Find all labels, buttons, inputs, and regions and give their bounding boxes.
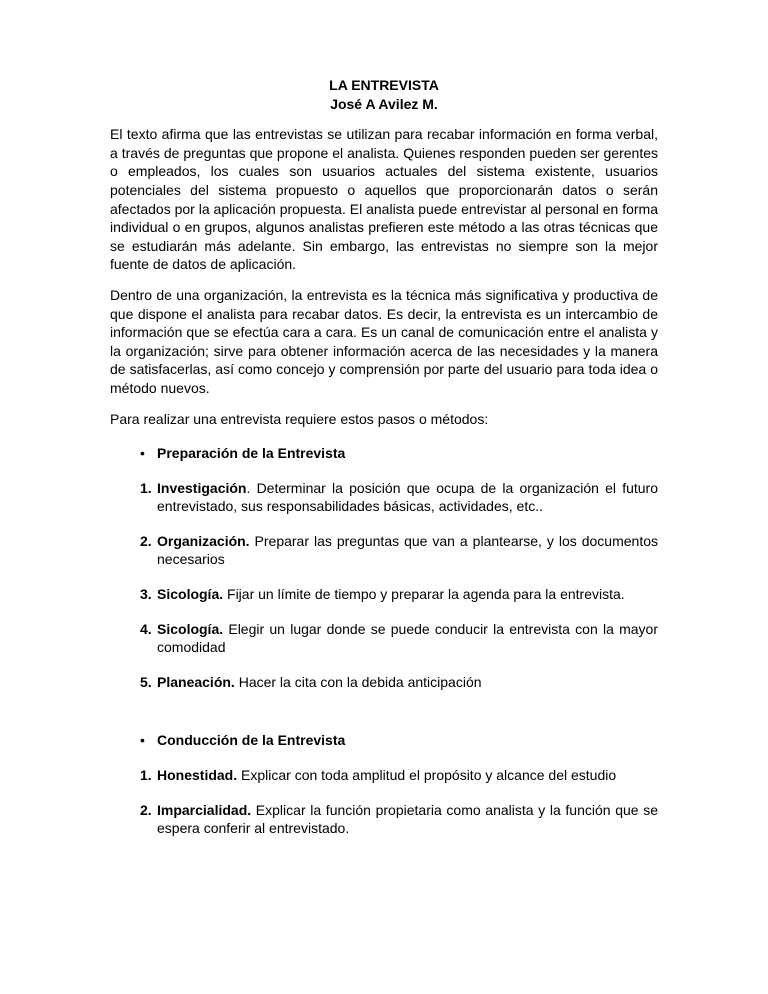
item-term: Imparcialidad. [157, 801, 252, 818]
section-conduccion [110, 731, 658, 837]
list-item [110, 532, 658, 569]
bullet-icon: • [140, 732, 145, 749]
item-term: Honestidad. [157, 767, 238, 784]
item-number: 4. [140, 620, 152, 637]
list-item [110, 801, 658, 838]
list-item [110, 766, 658, 785]
section-heading-row [110, 444, 658, 463]
item-description: Fijar un límite de tiempo y preparar la agenda para la entrevista. [223, 586, 625, 603]
item-text [157, 532, 658, 569]
item-term: Sicología. [157, 586, 224, 603]
item-term: Organización. [157, 532, 250, 549]
item-text [157, 801, 658, 838]
item-description: Elegir un lugar donde se puede conducir la entrevista con la mayor comodidad [157, 620, 658, 656]
item-term: Planeación. [157, 673, 235, 690]
item-number: 3. [140, 586, 152, 603]
item-description: Preparar las preguntas que van a plantearse, y los documentos necesarios [157, 532, 658, 568]
item-description: Explicar con toda amplitud el propósito y alcance del estudio [237, 767, 617, 784]
item-term: Sicología. [157, 620, 224, 637]
item-term: Investigación [157, 479, 247, 496]
item-number: 1. [140, 479, 152, 496]
paragraph-3: Para realizar una entrevista requiere estos pasos o métodos: [110, 410, 489, 427]
item-text [157, 673, 658, 692]
item-number: 1. [140, 767, 152, 784]
section-heading-row [110, 731, 658, 750]
item-number: 5. [140, 673, 152, 690]
item-description: . Determinar la posición que ocupa de la organización el futuro entrevistado, sus responsabilidades básicas, actividades, etc.. [157, 479, 658, 515]
list-item [110, 673, 658, 692]
item-text [157, 620, 658, 657]
list-item [110, 620, 658, 657]
item-text [157, 766, 658, 785]
list-item [110, 479, 658, 516]
document-title: LA ENTREVISTA [329, 77, 439, 93]
item-number: 2. [140, 801, 152, 818]
item-description: Explicar la función propietaria como analista y la función que se espera conferir al entrevistado. [157, 801, 658, 837]
item-text [157, 479, 658, 516]
item-description: Hacer la cita con la debida anticipación [234, 673, 482, 690]
list-item [110, 585, 658, 604]
document-author: José A Avilez M. [330, 95, 438, 112]
paragraph-2: Dentro de una organización, la entrevista es la técnica más significativa y productiva de que dispone el analista para recabar datos. Es decir, la entrevista es un intercambio de información que se efectúa cara a cara. Es un canal de comunicación entre el analista y la organización; sirve para obtener información acerca de las necesidades y la manera de satisfacerlas, así como concejo y comprensión por parte del usuario para toda idea o método nuevos. [110, 286, 658, 396]
section-heading-text: Conducción de la Entrevista [157, 732, 346, 749]
section-heading-text: Preparación de la Entrevista [157, 445, 346, 462]
bullet-icon: • [140, 445, 145, 462]
paragraph-1: El texto afirma que las entrevistas se utilizan para recabar información en forma verbal, a través de preguntas que propone el analista. Quienes responden pueden ser gerentes o empleados, los cuales son usuarios actuales del sistema existente, usuarios potenciales del sistema propuesto o aquellos que proporcionarán datos o serán afectados por la aplicación propuesta. El analista puede entrevistar al personal en forma individual o en grupos, algunos analistas prefieren este método a las otras técnicas que se estudiarán más adelante. Sin embargo, las entrevistas no siempre son la mejor fuente de datos de aplicación. [110, 126, 658, 273]
item-text [157, 585, 658, 604]
item-number: 2. [140, 532, 152, 549]
section-preparacion [110, 444, 658, 691]
